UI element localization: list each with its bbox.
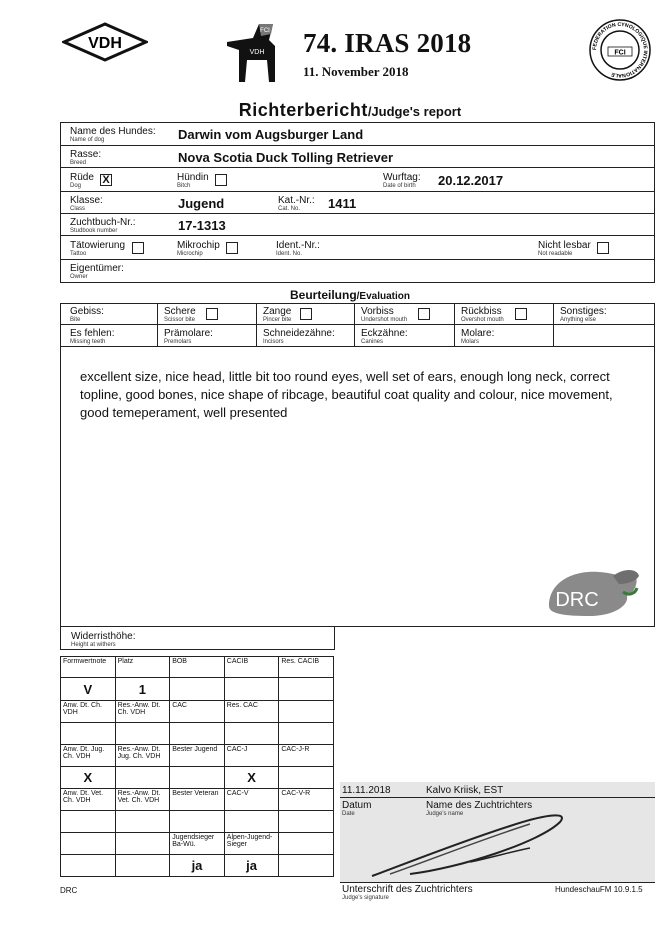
missing-label: Es fehlen: Missing teeth [70,328,115,345]
event-title: 74. IRAS 2018 [303,28,472,58]
judge-comment: excellent size, nice head, little bit too round eyes, well set of ears, enough long neck, correct topline, good bones, nice shape of ribcage, beautiful coat quality and colour, nice movement, good temeperament, well presented [80,369,613,420]
header-cell: Bester Jugend [170,745,225,767]
ident-label: Ident.-Nr.: Ident. No. [276,240,320,257]
pincer-label: Zange Pincer bite [263,306,292,323]
header-cell [115,833,170,855]
cat-label: Kat.-Nr.: Cat. No. [278,195,315,212]
header-cell: Res. CACIB [279,657,334,678]
row-identification [60,236,655,260]
results-header-row [61,833,334,855]
row-name [60,122,655,146]
breed-label: Rasse: Breed [70,149,102,166]
signature-box [340,782,655,882]
results-value-row [61,855,334,877]
header-cell: BOB [170,657,225,678]
value-cell [224,811,279,833]
birth-value: 20.12.2017 [438,173,504,188]
row-breed [60,146,655,168]
pincer-checkbox[interactable] [300,308,312,320]
signature-label: Unterschrift des Zuchtrichters Judge's signature [342,884,473,901]
overshot-checkbox[interactable] [515,308,527,320]
value-cell [170,811,225,833]
value-cell: X [61,767,116,789]
header-cell: Alpen-Jugend-Sieger [224,833,279,855]
header-cell [279,701,334,723]
male-label: Rüde Dog [70,172,94,189]
vdh-logo-text: VDH [88,35,122,52]
unreadable-label: Nicht lesbar Not readable [538,240,591,257]
female-label: Hündin Bitch [177,172,209,189]
results-table [60,656,334,877]
name-label: Name des Hundes: Name of dog [70,126,156,143]
premolar-label: Prämolare: Premolars [164,328,213,345]
event-date: 11. November 2018 [303,64,409,79]
tattoo-checkbox[interactable] [132,242,144,254]
results-header-row [61,789,334,811]
value-cell [115,767,170,789]
female-checkbox[interactable] [215,174,227,186]
vdh-logo [62,22,148,62]
teeth-row [60,325,655,347]
value-cell [115,855,170,877]
value-cell [224,678,279,701]
iras-dog-logo [225,20,300,88]
header-cell: Platz [115,657,170,678]
other-label: Sonstiges: Anything else [560,306,607,323]
chip-label: Mikrochip Microchip [177,240,220,257]
judge-signature [370,802,610,882]
value-cell [279,723,334,745]
value-cell [115,723,170,745]
male-checkbox[interactable]: X [100,174,112,186]
value-cell: ja [170,855,225,877]
value-cell [279,678,334,701]
value-cell: ja [224,855,279,877]
results-value-row [61,723,334,745]
value-cell [170,767,225,789]
value-cell: X [224,767,279,789]
row-class [60,192,655,214]
value-cell [61,855,116,877]
scissor-checkbox[interactable] [206,308,218,320]
row-owner [60,260,655,283]
height-label: Widerristhöhe: Height at withers [71,631,136,648]
value-cell [170,678,225,701]
dog-logo-bottom: VDH [249,49,265,56]
chip-checkbox[interactable] [226,242,238,254]
evaluation-title: Beurteilung/Evaluation [289,288,411,302]
header-cell: Formwertnote [61,657,116,678]
header-cell: Anw. Dt. Ch. VDH [61,701,116,723]
results-value-row [61,678,334,701]
header-cell: CAC-V [224,789,279,811]
molar-label: Molare: Molars [461,328,495,345]
overshot-label: Rückbiss Overshot mouth [461,306,504,323]
value-cell [61,723,116,745]
header-cell: Anw. Dt. Vet. Ch. VDH [61,789,116,811]
value-cell: 1 [115,678,170,701]
judge-label: Name des Zuchtrichters Judge's name [426,800,533,817]
unreadable-checkbox[interactable] [597,242,609,254]
fci-logo [588,18,652,82]
value-cell [279,767,334,789]
fci-center-text: FCI [614,49,626,57]
header-cell: CAC-J [224,745,279,767]
header-cell: Anw. Dt. Jug. Ch. VDH [61,745,116,767]
value-cell [279,855,334,877]
header-cell: CAC-V-R [279,789,334,811]
owner-label: Eigentümer: Owner [70,263,124,280]
canine-label: Eckzähne: Canines [361,328,408,345]
bite-label: Gebiss: Bite [70,306,104,323]
birth-label: Wurftag: Date of birth [383,172,421,189]
row-sex [60,168,655,192]
drc-logo-text: DRC [555,589,599,611]
tattoo-label: Tätowierung Tattoo [70,240,126,257]
stud-value: 17-1313 [178,218,226,233]
header-cell: Res.-Anw. Dt. Ch. VDH [115,701,170,723]
height-box [60,627,335,650]
value-cell [170,723,225,745]
class-value: Jugend [178,196,225,211]
results-header-row [61,745,334,767]
header-cell [279,833,334,855]
value-cell [115,811,170,833]
header-cell: CAC [170,701,225,723]
value-cell [224,723,279,745]
report-title-de: Richterbericht [238,100,368,120]
software-version: HundeschauFM 10.9.1.5 [555,885,643,894]
header-cell: Res. CAC [224,701,279,723]
stud-label: Zuchtbuch-Nr.: Studbook number [70,217,136,234]
dog-name: Darwin vom Augsburger Land [178,127,364,142]
row-studbook [60,214,655,236]
header-cell: Res.-Anw. Dt. Vet. Ch. VDH [115,789,170,811]
value-cell [279,811,334,833]
value-cell [61,811,116,833]
header-cell: CACIB [224,657,279,678]
value-cell: V [61,678,116,701]
header-cell: Res.-Anw. Dt. Jug. Ch. VDH [115,745,170,767]
date-label: Datum Date [342,800,372,817]
fci-ring-text: FEDERATION CYNOLOGIQUE INTERNATIONALE [591,21,649,79]
header-cell: Jugendsieger Ba-Wü. [170,833,225,855]
dog-logo-top: FCI [260,28,270,34]
results-value-row [61,767,334,789]
report-title [200,100,500,121]
results-header-row [61,701,334,723]
report-title-en: /Judge's report [367,104,462,119]
judging-date: 11.11.2018 [342,785,391,796]
scissor-label: Schere Scissor bite [164,306,196,323]
breed-value: Nova Scotia Duck Tolling Retriever [178,150,394,165]
header-cell [61,833,116,855]
footer-club: DRC [60,886,78,895]
results-value-row [61,811,334,833]
results-header-row [61,657,334,678]
class-label: Klasse: Class [70,195,103,212]
header-cell: Bester Veteran [170,789,225,811]
cat-value: 1411 [328,196,357,211]
header-cell: CAC-J-R [279,745,334,767]
judge-name: Kalvo Kriisk, EST [426,785,504,796]
undershot-checkbox[interactable] [418,308,430,320]
drc-logo [543,562,643,620]
incisor-label: Schneidezähne: Incisors [263,328,335,345]
bite-row [60,303,655,325]
undershot-label: Vorbiss Undershot mouth [361,306,408,323]
